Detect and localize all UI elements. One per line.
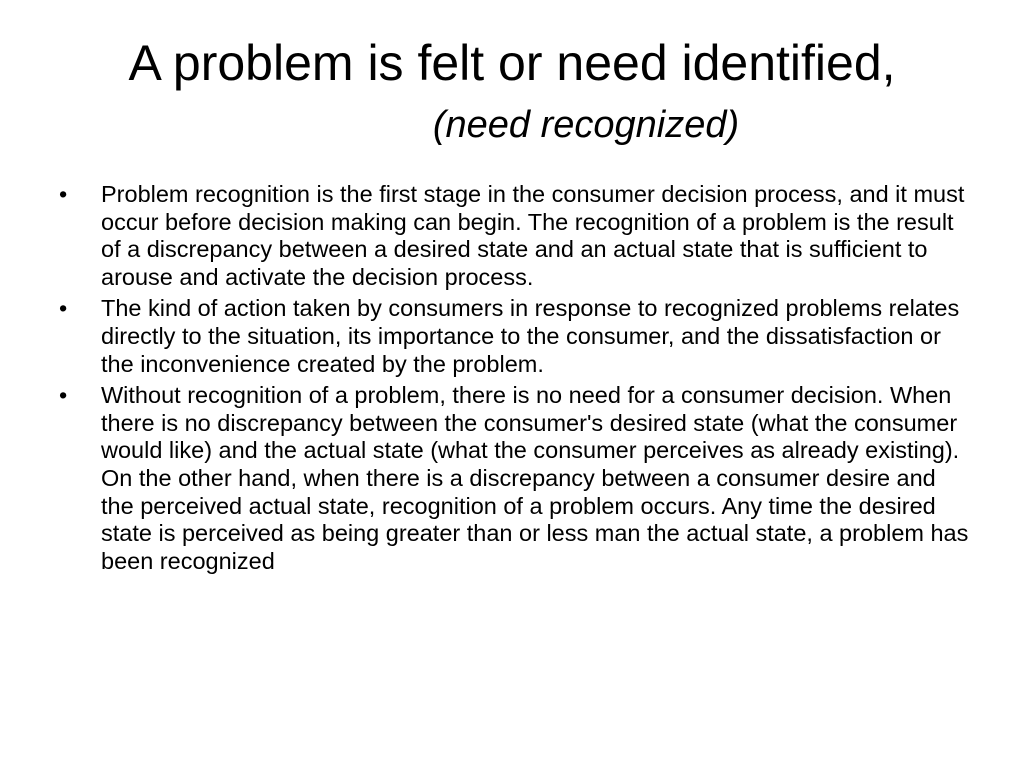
bullet-item-2 <box>56 295 972 378</box>
bullet-text-3: Without recognition of a problem, there is no need for a consumer decision. When there is no discrepancy between the consumer's desired state (what the consumer would like) and the actual state (what the consumer perceives as already existing). On the other hand, when there is a discrepancy between a consumer desire and the perceived actual state, recognition of a problem occurs. Any time the desired state is perceived as being greater than or less man the actual state, a problem has been recognized <box>101 382 969 574</box>
bullet-marker: • <box>59 382 68 409</box>
bullet-item-1 <box>56 181 972 291</box>
bullet-text-1: Problem recognition is the first stage in the consumer decision process, and it must occur before decision making can begin. The recognition of a problem is the result of a discrepancy between a desired state and an actual state that is sufficient to arouse and activate the decision process. <box>101 181 965 290</box>
title-subtitle-line: (need recognized) <box>432 104 740 146</box>
bullet-marker: • <box>59 295 68 322</box>
bullet-item-3 <box>56 382 972 575</box>
title-main-line: A problem is felt or need identified, <box>128 35 896 91</box>
bullet-text-2: The kind of action taken by consumers in response to recognized problems relates directly to the situation, its importance to the consumer, and the dissatisfaction or the inconvenience created by the problem. <box>101 295 960 377</box>
slide-title <box>0 30 1024 154</box>
bullet-list <box>56 181 972 579</box>
bullet-marker: • <box>59 181 68 207</box>
